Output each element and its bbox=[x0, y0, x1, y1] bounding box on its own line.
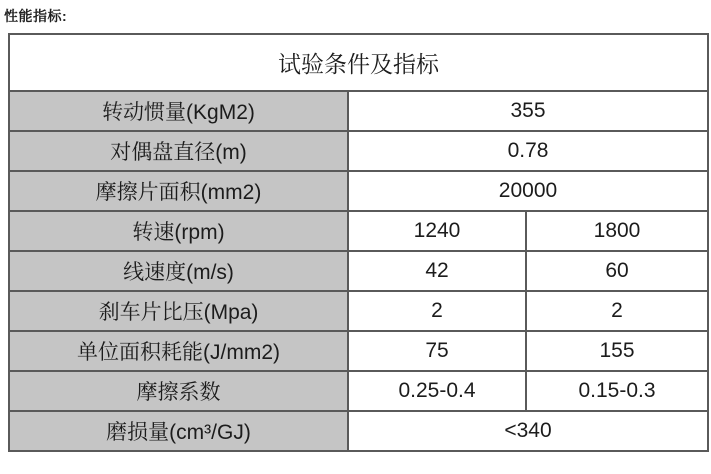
table-row bbox=[9, 411, 708, 451]
row-value: 42 bbox=[348, 251, 526, 291]
row-label: 刹车片比压(Mpa) bbox=[9, 291, 348, 331]
row-value: 75 bbox=[348, 331, 526, 371]
row-value: 355 bbox=[348, 91, 708, 131]
row-value: <340 bbox=[348, 411, 708, 451]
row-value: 0.15-0.3 bbox=[526, 371, 708, 411]
row-value: 1240 bbox=[348, 211, 526, 251]
row-label: 转速(rpm) bbox=[9, 211, 348, 251]
row-label: 磨损量(cm³/GJ) bbox=[9, 411, 348, 451]
table-row bbox=[9, 211, 708, 251]
row-label: 对偶盘直径(m) bbox=[9, 131, 348, 171]
row-value: 2 bbox=[526, 291, 708, 331]
row-value: 20000 bbox=[348, 171, 708, 211]
row-value: 60 bbox=[526, 251, 708, 291]
table-row bbox=[9, 91, 708, 131]
row-label: 摩擦片面积(mm2) bbox=[9, 171, 348, 211]
row-value: 2 bbox=[348, 291, 526, 331]
table-row bbox=[9, 291, 708, 331]
row-label: 单位面积耗能(J/mm2) bbox=[9, 331, 348, 371]
table-row bbox=[9, 171, 708, 211]
row-label: 摩擦系数 bbox=[9, 371, 348, 411]
row-value: 0.25-0.4 bbox=[348, 371, 526, 411]
table-title: 试验条件及指标 bbox=[9, 34, 708, 91]
table-row bbox=[9, 131, 708, 171]
table-title-row bbox=[9, 34, 708, 91]
row-value: 1800 bbox=[526, 211, 708, 251]
section-label: 性能指标: bbox=[4, 8, 68, 24]
table-row bbox=[9, 371, 708, 411]
row-label: 转动惯量(KgM2) bbox=[9, 91, 348, 131]
row-label: 线速度(m/s) bbox=[9, 251, 348, 291]
table-row bbox=[9, 251, 708, 291]
performance-spec-table bbox=[8, 33, 709, 452]
row-value: 155 bbox=[526, 331, 708, 371]
table-row bbox=[9, 331, 708, 371]
row-value: 0.78 bbox=[348, 131, 708, 171]
